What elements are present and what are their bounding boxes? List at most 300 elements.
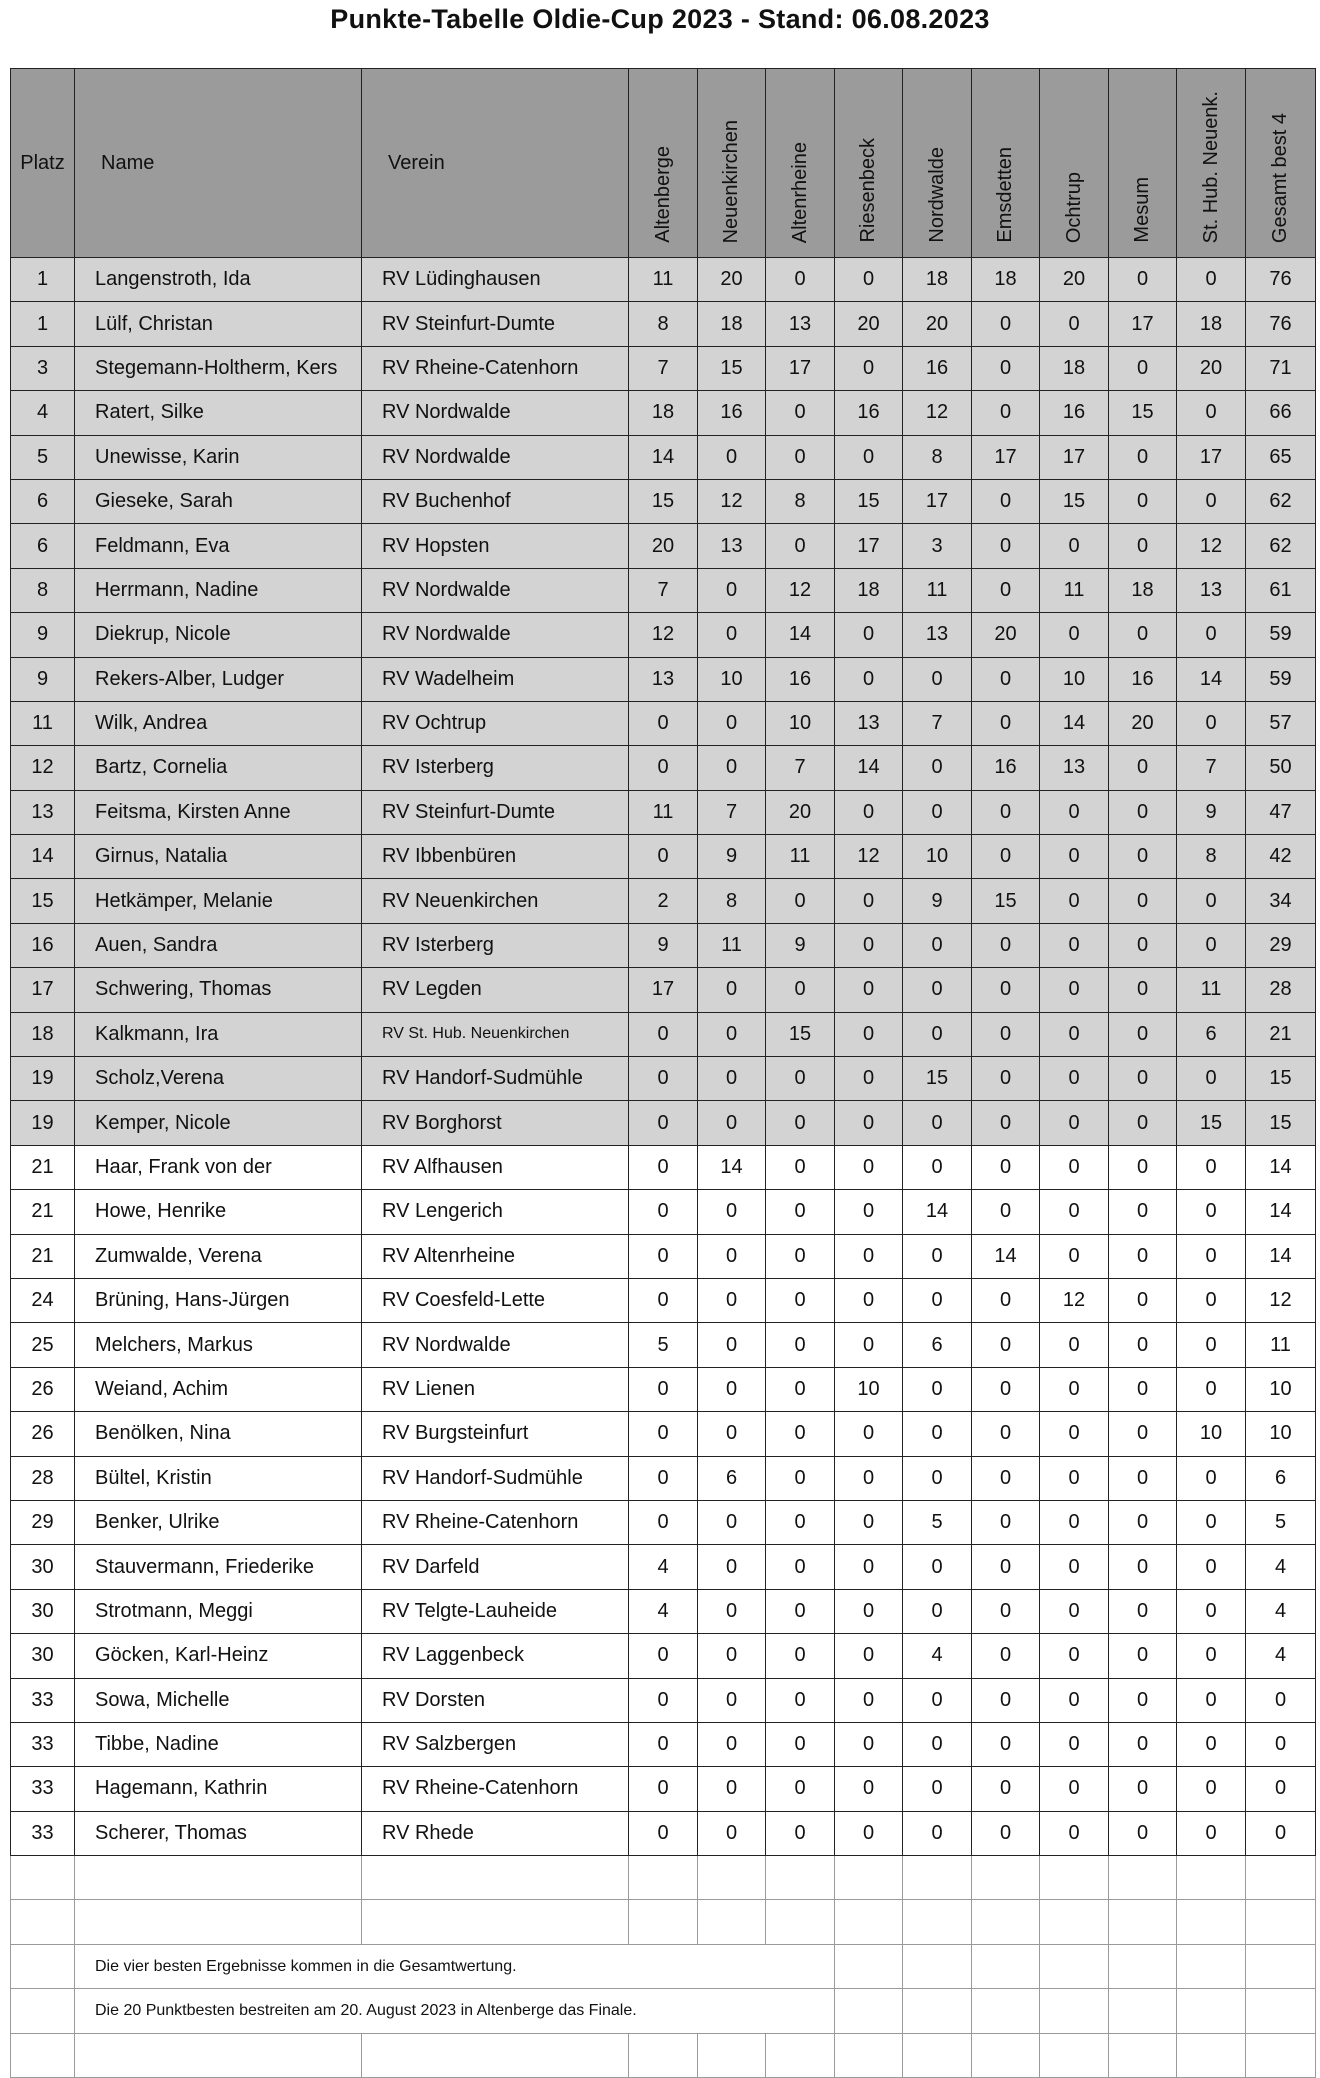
name-cell: Herrmann, Nadine (75, 568, 362, 612)
score-cell: 0 (972, 1145, 1040, 1189)
column-header-label: Ochtrup (1062, 171, 1085, 243)
rank-cell: 15 (11, 879, 75, 923)
rank-cell: 17 (11, 968, 75, 1012)
score-cell: 0 (1177, 1234, 1246, 1278)
score-cell: 0 (972, 1678, 1040, 1722)
club-cell: RV Rheine-Catenhorn (362, 1500, 629, 1544)
score-cell: 16 (835, 391, 903, 435)
score-cell: 0 (835, 1589, 903, 1633)
table-row (11, 1412, 1316, 1456)
score-cell: 14 (903, 1190, 972, 1234)
score-cell: 0 (766, 1634, 835, 1678)
club-cell: RV Laggenbeck (362, 1634, 629, 1678)
score-cell: 0 (1109, 1057, 1177, 1101)
table-row (11, 1634, 1316, 1678)
score-cell: 0 (903, 746, 972, 790)
score-cell: 0 (1040, 1589, 1109, 1633)
score-cell: 12 (903, 391, 972, 435)
name-cell: Weiand, Achim (75, 1367, 362, 1411)
table-row (11, 923, 1316, 967)
column-header-label: Neuenkirchen (720, 119, 742, 243)
score-cell: 0 (1040, 302, 1109, 346)
score-cell: 11 (1040, 568, 1109, 612)
score-cell: 0 (835, 258, 903, 302)
rank-cell: 33 (11, 1678, 75, 1722)
score-cell: 15 (1177, 1101, 1246, 1145)
rank-cell: 19 (11, 1101, 75, 1145)
score-cell: 0 (835, 1012, 903, 1056)
score-cell: 0 (629, 1456, 698, 1500)
score-cell: 0 (1109, 613, 1177, 657)
score-cell: 0 (903, 790, 972, 834)
name-cell: Ratert, Silke (75, 391, 362, 435)
score-cell: 0 (1177, 1500, 1246, 1544)
table-row (11, 1811, 1316, 1855)
rank-cell: 21 (11, 1145, 75, 1189)
score-cell: 15 (1109, 391, 1177, 435)
score-cell: 0 (835, 923, 903, 967)
score-cell: 0 (1109, 1456, 1177, 1500)
score-cell: 0 (1040, 613, 1109, 657)
score-cell: 0 (766, 1767, 835, 1811)
club-cell: RV Telgte-Lauheide (362, 1589, 629, 1633)
score-cell: 0 (766, 1323, 835, 1367)
score-cell: 0 (972, 568, 1040, 612)
score-cell: 0 (1177, 479, 1246, 523)
name-cell: Auen, Sandra (75, 923, 362, 967)
score-cell: 0 (698, 1278, 766, 1322)
score-cell: 0 (629, 1012, 698, 1056)
score-cell: 15 (629, 479, 698, 523)
score-cell: 8 (629, 302, 698, 346)
score-cell: 16 (903, 346, 972, 390)
score-cell: 0 (698, 1678, 766, 1722)
score-cell: 0 (629, 1190, 698, 1234)
score-cell: 18 (1177, 302, 1246, 346)
score-cell: 0 (903, 1101, 972, 1145)
score-cell: 0 (972, 923, 1040, 967)
rank-cell: 14 (11, 835, 75, 879)
score-cell: 0 (972, 1811, 1040, 1855)
score-cell: 0 (1177, 1545, 1246, 1589)
total-cell: 50 (1246, 746, 1316, 790)
total-cell: 76 (1246, 258, 1316, 302)
club-cell: RV Ibbenbüren (362, 835, 629, 879)
name-cell: Girnus, Natalia (75, 835, 362, 879)
score-cell: 7 (1177, 746, 1246, 790)
score-cell: 14 (698, 1145, 766, 1189)
score-cell: 17 (903, 479, 972, 523)
score-cell: 13 (1040, 746, 1109, 790)
total-cell: 0 (1246, 1678, 1316, 1722)
score-cell: 13 (835, 701, 903, 745)
score-cell: 0 (766, 968, 835, 1012)
score-cell: 7 (698, 790, 766, 834)
table-row (11, 657, 1316, 701)
score-cell: 0 (1109, 790, 1177, 834)
rank-cell: 25 (11, 1323, 75, 1367)
score-cell: 20 (972, 613, 1040, 657)
score-cell: 0 (835, 1190, 903, 1234)
score-cell: 0 (903, 1545, 972, 1589)
score-cell: 0 (629, 835, 698, 879)
table-row (11, 568, 1316, 612)
table-row (11, 1722, 1316, 1766)
score-cell: 0 (1177, 1767, 1246, 1811)
score-cell: 0 (698, 1634, 766, 1678)
score-cell: 0 (698, 1500, 766, 1544)
total-cell: 29 (1246, 923, 1316, 967)
score-cell: 0 (1177, 1278, 1246, 1322)
table-row (11, 1500, 1316, 1544)
score-cell: 0 (1109, 1767, 1177, 1811)
score-cell: 0 (1109, 835, 1177, 879)
score-cell: 0 (972, 1767, 1040, 1811)
score-cell: 0 (1040, 790, 1109, 834)
rank-cell: 6 (11, 524, 75, 568)
score-cell: 17 (1177, 435, 1246, 479)
score-cell: 8 (766, 479, 835, 523)
rank-cell: 19 (11, 1057, 75, 1101)
score-cell: 0 (629, 1412, 698, 1456)
rank-cell: 13 (11, 790, 75, 834)
name-cell: Bültel, Kristin (75, 1456, 362, 1500)
score-cell: 0 (1109, 435, 1177, 479)
score-cell: 0 (1109, 1589, 1177, 1633)
score-cell: 0 (629, 1767, 698, 1811)
score-cell: 0 (972, 1589, 1040, 1633)
score-cell: 0 (766, 1057, 835, 1101)
table-row (11, 701, 1316, 745)
score-cell: 17 (1040, 435, 1109, 479)
score-cell: 0 (1109, 1190, 1177, 1234)
score-cell: 13 (1177, 568, 1246, 612)
total-cell: 15 (1246, 1101, 1316, 1145)
table-row (11, 1678, 1316, 1722)
score-cell: 0 (972, 968, 1040, 1012)
score-cell: 9 (698, 835, 766, 879)
score-cell: 0 (1040, 1500, 1109, 1544)
score-cell: 12 (766, 568, 835, 612)
club-cell: RV Rheine-Catenhorn (362, 1767, 629, 1811)
score-cell: 0 (1177, 1811, 1246, 1855)
rank-cell: 8 (11, 568, 75, 612)
score-cell: 0 (1109, 1367, 1177, 1411)
club-cell: RV Lüdinghausen (362, 258, 629, 302)
score-cell: 0 (1109, 923, 1177, 967)
club-cell: RV Lengerich (362, 1190, 629, 1234)
club-cell: RV Steinfurt-Dumte (362, 302, 629, 346)
score-cell: 0 (1109, 1145, 1177, 1189)
rank-cell: 30 (11, 1545, 75, 1589)
score-cell: 0 (629, 1678, 698, 1722)
score-cell: 18 (1109, 568, 1177, 612)
club-cell: RV Neuenkirchen (362, 879, 629, 923)
table-row (11, 1545, 1316, 1589)
score-cell: 12 (835, 835, 903, 879)
column-header-total (1246, 69, 1316, 258)
score-cell: 0 (903, 1589, 972, 1633)
name-cell: Stauvermann, Friederike (75, 1545, 362, 1589)
score-cell: 0 (1109, 1678, 1177, 1722)
score-cell: 0 (1109, 1323, 1177, 1367)
score-cell: 0 (1040, 524, 1109, 568)
score-cell: 0 (629, 1101, 698, 1145)
score-cell: 11 (903, 568, 972, 612)
score-cell: 0 (1040, 1101, 1109, 1145)
score-cell: 10 (1040, 657, 1109, 701)
score-cell: 0 (835, 1278, 903, 1322)
note-text: Die vier besten Ergebnisse kommen in die Gesamtwertung. (75, 1944, 835, 1988)
score-cell: 18 (972, 258, 1040, 302)
column-header-label: St. Hub. Neuenk. (1199, 90, 1222, 243)
score-cell: 4 (629, 1589, 698, 1633)
score-cell: 0 (1040, 879, 1109, 923)
score-cell: 0 (1109, 1634, 1177, 1678)
table-row (11, 1278, 1316, 1322)
score-cell: 0 (903, 1012, 972, 1056)
score-cell: 18 (698, 302, 766, 346)
column-header-label: Mesum (1131, 177, 1153, 243)
score-cell: 0 (903, 1234, 972, 1278)
score-cell: 10 (698, 657, 766, 701)
score-cell: 0 (629, 1234, 698, 1278)
score-cell: 0 (629, 1057, 698, 1101)
score-cell: 0 (903, 968, 972, 1012)
score-cell: 0 (972, 391, 1040, 435)
name-cell: Bartz, Cornelia (75, 746, 362, 790)
score-cell: 12 (1177, 524, 1246, 568)
score-cell: 5 (903, 1500, 972, 1544)
score-cell: 0 (1177, 923, 1246, 967)
score-cell: 7 (629, 568, 698, 612)
rank-cell: 21 (11, 1234, 75, 1278)
rank-cell: 26 (11, 1412, 75, 1456)
total-cell: 0 (1246, 1722, 1316, 1766)
score-cell: 0 (1040, 1678, 1109, 1722)
club-cell: RV Rhede (362, 1811, 629, 1855)
score-cell: 0 (629, 1278, 698, 1322)
score-cell: 14 (1040, 701, 1109, 745)
club-cell: RV Ochtrup (362, 701, 629, 745)
score-cell: 10 (1177, 1412, 1246, 1456)
score-cell: 0 (1109, 1012, 1177, 1056)
score-cell: 16 (1109, 657, 1177, 701)
rank-cell: 16 (11, 923, 75, 967)
column-header-verein: Verein (362, 69, 629, 258)
total-cell: 57 (1246, 701, 1316, 745)
note-row (11, 1989, 1316, 2033)
score-cell: 0 (1040, 1367, 1109, 1411)
score-cell: 15 (835, 479, 903, 523)
score-cell: 16 (766, 657, 835, 701)
club-cell: RV Wadelheim (362, 657, 629, 701)
total-cell: 62 (1246, 479, 1316, 523)
club-cell: RV Dorsten (362, 1678, 629, 1722)
table-footer (11, 1856, 1316, 2078)
column-header-label: Nordwalde (925, 147, 948, 243)
total-cell: 61 (1246, 568, 1316, 612)
score-cell: 12 (629, 613, 698, 657)
score-cell: 0 (1040, 1634, 1109, 1678)
score-cell: 15 (903, 1057, 972, 1101)
score-cell: 9 (766, 923, 835, 967)
column-header-event (766, 69, 835, 258)
score-cell: 0 (903, 1278, 972, 1322)
table-body (11, 258, 1316, 1856)
score-cell: 0 (698, 1589, 766, 1633)
total-cell: 15 (1246, 1057, 1316, 1101)
rank-cell: 33 (11, 1722, 75, 1766)
name-cell: Schwering, Thomas (75, 968, 362, 1012)
score-cell: 0 (698, 1057, 766, 1101)
score-cell: 0 (766, 1190, 835, 1234)
score-cell: 0 (766, 1101, 835, 1145)
score-cell: 10 (903, 835, 972, 879)
score-cell: 0 (903, 1811, 972, 1855)
table-row (11, 1057, 1316, 1101)
score-cell: 14 (835, 746, 903, 790)
rank-cell: 9 (11, 657, 75, 701)
score-cell: 0 (766, 1500, 835, 1544)
score-cell: 0 (1177, 701, 1246, 745)
column-header-label: Riesenbeck (857, 138, 879, 243)
score-cell: 0 (835, 790, 903, 834)
total-cell: 42 (1246, 835, 1316, 879)
score-cell: 7 (766, 746, 835, 790)
total-cell: 11 (1246, 1323, 1316, 1367)
score-cell: 0 (1040, 1767, 1109, 1811)
score-cell: 0 (1109, 1412, 1177, 1456)
column-header-event (1040, 69, 1109, 258)
club-cell: RV Burgsteinfurt (362, 1412, 629, 1456)
score-cell: 0 (766, 1722, 835, 1766)
score-cell: 20 (1040, 258, 1109, 302)
score-cell: 0 (972, 1412, 1040, 1456)
score-cell: 0 (698, 1811, 766, 1855)
score-cell: 5 (629, 1323, 698, 1367)
score-cell: 0 (972, 701, 1040, 745)
score-cell: 0 (835, 435, 903, 479)
score-cell: 0 (1177, 1678, 1246, 1722)
total-cell: 10 (1246, 1367, 1316, 1411)
score-cell: 0 (698, 1323, 766, 1367)
column-header-event (1109, 69, 1177, 258)
name-cell: Hagemann, Kathrin (75, 1767, 362, 1811)
name-cell: Howe, Henrike (75, 1190, 362, 1234)
score-cell: 20 (629, 524, 698, 568)
score-cell: 6 (698, 1456, 766, 1500)
score-cell: 0 (835, 346, 903, 390)
total-cell: 6 (1246, 1456, 1316, 1500)
rank-cell: 29 (11, 1500, 75, 1544)
note-row (11, 1944, 1316, 1988)
column-header-platz: Platz (11, 69, 75, 258)
score-cell: 0 (766, 879, 835, 923)
score-cell: 0 (698, 1722, 766, 1766)
score-cell: 0 (972, 1190, 1040, 1234)
rank-cell: 4 (11, 391, 75, 435)
column-header-label: Gesamt best 4 (1269, 112, 1291, 243)
total-cell: 14 (1246, 1190, 1316, 1234)
score-cell: 0 (629, 1634, 698, 1678)
score-cell: 0 (698, 1412, 766, 1456)
club-cell: RV Nordwalde (362, 391, 629, 435)
score-cell: 0 (835, 1634, 903, 1678)
club-cell: RV Nordwalde (362, 568, 629, 612)
score-cell: 0 (972, 1500, 1040, 1544)
score-cell: 0 (972, 302, 1040, 346)
score-cell: 18 (835, 568, 903, 612)
score-cell: 0 (1109, 746, 1177, 790)
score-cell: 0 (1109, 1101, 1177, 1145)
rank-cell: 5 (11, 435, 75, 479)
score-cell: 0 (903, 1145, 972, 1189)
score-cell: 2 (629, 879, 698, 923)
score-cell: 11 (629, 790, 698, 834)
score-cell: 20 (1109, 701, 1177, 745)
score-cell: 17 (972, 435, 1040, 479)
score-cell: 15 (698, 346, 766, 390)
name-cell: Hetkämper, Melanie (75, 879, 362, 923)
score-cell: 8 (698, 879, 766, 923)
club-cell: RV Borghorst (362, 1101, 629, 1145)
column-header-label: Altenberge (651, 146, 674, 243)
score-cell: 0 (972, 657, 1040, 701)
club-cell: RV Alfhausen (362, 1145, 629, 1189)
total-cell: 59 (1246, 613, 1316, 657)
club-cell: RV Rheine-Catenhorn (362, 346, 629, 390)
name-cell: Kemper, Nicole (75, 1101, 362, 1145)
column-header-event (629, 69, 698, 258)
score-cell: 0 (698, 1101, 766, 1145)
column-header-label: Altenrheine (788, 141, 811, 243)
score-cell: 20 (1177, 346, 1246, 390)
name-cell: Göcken, Karl-Heinz (75, 1634, 362, 1678)
score-cell: 0 (903, 657, 972, 701)
rank-cell: 24 (11, 1278, 75, 1322)
score-cell: 10 (835, 1367, 903, 1411)
name-cell: Scherer, Thomas (75, 1811, 362, 1855)
table-row (11, 435, 1316, 479)
score-cell: 0 (629, 1722, 698, 1766)
score-cell: 0 (629, 1811, 698, 1855)
score-cell: 0 (1177, 1190, 1246, 1234)
table-row (11, 879, 1316, 923)
total-cell: 59 (1246, 657, 1316, 701)
score-cell: 8 (903, 435, 972, 479)
score-cell: 9 (1177, 790, 1246, 834)
score-cell: 0 (835, 1767, 903, 1811)
score-cell: 0 (972, 1634, 1040, 1678)
club-cell: RV Nordwalde (362, 435, 629, 479)
score-cell: 0 (629, 1500, 698, 1544)
column-header-event (903, 69, 972, 258)
total-cell: 4 (1246, 1634, 1316, 1678)
points-table (10, 68, 1316, 2078)
score-cell: 0 (903, 1767, 972, 1811)
name-cell: Diekrup, Nicole (75, 613, 362, 657)
score-cell: 0 (1040, 1234, 1109, 1278)
table-row (11, 346, 1316, 390)
blank-row (11, 1900, 1316, 1944)
score-cell: 0 (1177, 1634, 1246, 1678)
score-cell: 0 (972, 790, 1040, 834)
score-cell: 13 (903, 613, 972, 657)
table-row (11, 479, 1316, 523)
score-cell: 0 (972, 1012, 1040, 1056)
score-cell: 0 (766, 1456, 835, 1500)
